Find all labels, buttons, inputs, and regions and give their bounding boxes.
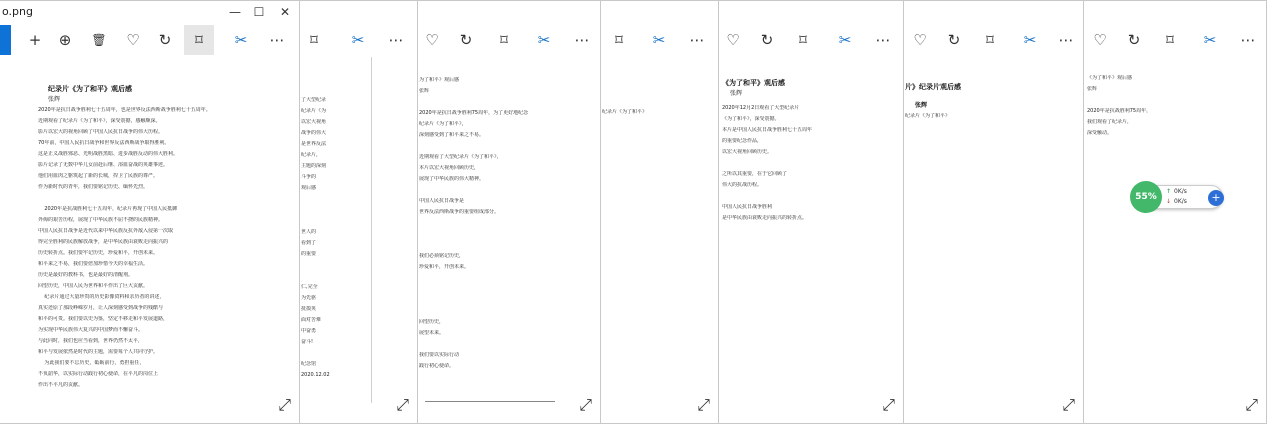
photo-viewer-window-4[interactable]	[599, 0, 719, 424]
document-image	[4, 59, 295, 399]
favorite-icon[interactable]: ♡	[425, 31, 439, 49]
more-icon[interactable]: ⋯	[388, 31, 404, 49]
text-line: 这是正义战胜邪恶、光明战胜黑暗、进步战胜反动的伟大胜利。	[38, 151, 179, 157]
text-line: 作出不平凡的贡献。	[38, 382, 84, 388]
toolbar	[417, 25, 600, 55]
toolbar	[0, 25, 299, 55]
text-line: 2020年是抗日战争胜利七十五周年，也是世界反法西斯战争胜利七十五周年。	[38, 107, 211, 113]
doc-title: 片》纪录片观后感	[905, 83, 961, 91]
crop-icon[interactable]: ⌑	[184, 25, 214, 55]
text-line: 为此我们要不忘历史，砥砺前行，勇担重任，	[38, 360, 145, 366]
text-line: 奋斗!	[301, 339, 314, 345]
text-line: 外侮的艰苦历程，展现了中华民族不屈不挠的民族精神。	[38, 217, 164, 223]
text-line: 2020年是抗日战争胜利75周年，为了更好地纪念	[419, 110, 529, 116]
edit-icon[interactable]: ✂	[838, 31, 852, 49]
expand-icon[interactable]: ⤢	[882, 395, 895, 414]
toolbar	[1083, 25, 1266, 55]
text-line: 历史转折点。我们要牢记历史，珍爱和平，开创未来。	[38, 250, 159, 256]
favorite-icon[interactable]: ♡	[726, 31, 740, 49]
upload-speed: 0K/s	[1174, 188, 1187, 195]
text-line: 抚摸英	[301, 306, 317, 312]
download-speed: 0K/s	[1174, 198, 1187, 205]
text-line: 主题的深刻	[301, 163, 327, 169]
text-line: 纪念馆	[301, 361, 317, 367]
zoom-icon[interactable]: ⊕	[58, 31, 72, 49]
doc-author: 张辉	[48, 96, 61, 103]
text-line: 珍爱和平，开创未来。	[419, 264, 470, 270]
text-line: 是世界反法	[301, 141, 327, 147]
crop-icon[interactable]: ⌑	[615, 31, 623, 49]
text-line: 以宏大视角回顾历史。	[722, 149, 773, 155]
more-icon[interactable]: ⋯	[1240, 31, 1256, 49]
close-button[interactable]: ✕	[279, 5, 291, 19]
toolbar	[718, 25, 903, 55]
text-line: 中国人民抗日战争是	[419, 198, 465, 204]
toolbar	[299, 25, 417, 55]
favorite-icon[interactable]: ♡	[126, 31, 140, 49]
text-line: 2020年是抗战胜利75周年，	[1087, 108, 1152, 114]
text-line: 作为新时代的青年，我们要铭记历史、缅怀先烈。	[38, 184, 149, 190]
expand-icon[interactable]: ⤢	[1062, 395, 1075, 414]
upload-arrow-icon: ↑	[1166, 188, 1172, 195]
toolbar	[600, 25, 718, 55]
text-line: 和平与发展依然是时代的主题，需要每个人共同守护。	[38, 349, 159, 355]
expand-icon[interactable]: ⤢	[579, 395, 592, 414]
text-line: 的重要	[301, 251, 317, 257]
edit-icon[interactable]: ✂	[1203, 31, 1217, 49]
text-line: 展现了中华民族的伟大精神。	[419, 176, 485, 182]
crop-icon[interactable]: ⌑	[310, 31, 318, 49]
add-icon[interactable]: +	[28, 31, 42, 49]
expand-icon[interactable]: ⤢	[1245, 395, 1258, 414]
text-line: 为实现中华民族伟大复兴的中国梦而不懈奋斗。	[38, 327, 144, 333]
rotate-icon[interactable]: ↻	[1127, 31, 1141, 49]
text-line: 世界反法西斯战争的重要组成部分。	[419, 209, 500, 215]
text-line: 不负韶华，以实际行动践行初心使命，在平凡的岗位上	[38, 371, 159, 377]
text-line: 2020年12月2日观看了大型纪录片	[722, 105, 800, 111]
photo-viewer-window-6[interactable]	[902, 0, 1084, 424]
photo-viewer-window-3[interactable]	[416, 0, 601, 424]
text-line: 纪录片《为	[301, 108, 327, 114]
photo-viewer-window-7[interactable]	[1082, 0, 1267, 424]
text-line: 展望未来。	[419, 330, 445, 336]
edit-icon[interactable]: ✂	[1023, 31, 1037, 49]
usage-percent-badge: 55%	[1130, 181, 1162, 213]
text-line: 2020年是抗战胜利七十五周年，纪录片再现了中国人民抵御	[38, 206, 178, 212]
text-line: 真实还原了那段峥嵘岁月，让人深刻感受到战争的残酷与	[38, 305, 164, 311]
text-line: 回望历史，	[419, 319, 445, 325]
title-bar	[0, 1, 299, 23]
text-line: 我们要以实际行动	[419, 352, 460, 358]
text-line: 为先驱	[301, 295, 317, 301]
text-line: 《为了和平》观后感	[1087, 75, 1133, 81]
text-line: 纪录片通过大量珍贵的历史影像资料和亲历者的讲述，	[38, 294, 165, 300]
page-edge	[371, 57, 372, 403]
text-line: 本片以宏大视角回顾历史，	[419, 165, 480, 171]
text-line: 伟大的抗战历程。	[722, 182, 763, 188]
more-icon[interactable]: ⋯	[875, 31, 891, 49]
page-edge	[425, 401, 555, 402]
maximize-button[interactable]: ☐	[253, 5, 265, 19]
more-icon[interactable]: ⋯	[1058, 31, 1074, 49]
text-line: 纪录片《为了和平》	[602, 109, 648, 115]
text-line: 为了和平》观后感	[419, 77, 460, 83]
doc-title: 《为了和平》观后感	[722, 79, 785, 87]
edit-icon[interactable]: ✂	[652, 31, 666, 49]
favorite-icon[interactable]: ♡	[913, 31, 927, 49]
rotate-icon[interactable]: ↻	[760, 31, 774, 49]
delete-icon[interactable]: 🗑	[91, 33, 107, 47]
text-line: 张辉	[1087, 86, 1098, 92]
text-line: 以宏大视角	[301, 119, 327, 125]
text-line: 面对苦难	[301, 317, 322, 323]
text-line: 近期观看了纪录片《为了和平》，深受震撼，感触颇深。	[38, 118, 161, 124]
doc-author: 张辉	[915, 102, 928, 109]
text-line: 我们必须铭记历史，	[419, 253, 465, 259]
text-line: 深刻感受到了和平来之不易。	[419, 132, 485, 138]
text-line: 和平来之不易，我们要倍加珍惜今天的幸福生活。	[38, 261, 149, 267]
text-line: 我们观看了纪录片，	[1087, 119, 1133, 125]
text-line: 世人的	[301, 229, 317, 235]
text-line: 纪录片，	[301, 152, 322, 158]
text-line: 中奋勇	[301, 328, 317, 334]
text-line: 是中华民族由衰败走向振兴的转折点。	[722, 215, 808, 221]
crop-icon[interactable]: ⌑	[1166, 31, 1174, 49]
favorite-icon[interactable]: ♡	[1093, 31, 1107, 49]
text-line: 与此同时，我们也应当看到，世界仍然不太平，	[38, 338, 144, 344]
text-line: 得完全胜利的民族解放战争，是中华民族由衰败走向振兴的	[38, 239, 169, 245]
download-arrow-icon: ↓	[1166, 198, 1172, 205]
minimize-button[interactable]: —	[229, 5, 241, 19]
crop-icon[interactable]: ⌑	[799, 31, 807, 49]
text-line: 70年前，中国人民抗日战争和世界反法西斯战争取得胜利。	[38, 140, 170, 146]
crop-icon[interactable]: ⌑	[986, 31, 994, 49]
rotate-icon[interactable]: ↻	[947, 31, 961, 49]
photo-viewer-window-5[interactable]	[717, 0, 904, 424]
text-line: 和平的可贵。我们要以史为鉴，坚定不移走和平发展道路，	[38, 316, 169, 322]
text-line: 看到了	[301, 240, 317, 246]
window-title: o.png	[2, 5, 33, 18]
text-line: 影片以宏大的视角回顾了中国人民抗日战争的伟大历程。	[38, 129, 164, 135]
text-line: 斗争的	[301, 174, 317, 180]
text-line: 的重要纪念作品，	[722, 138, 763, 144]
text-line: 回望历史，中国人民为世界和平作出了巨大贡献。	[38, 283, 149, 289]
text-line: 践行初心使命。	[419, 363, 455, 369]
text-line: 纪录片《为了和平》，	[419, 121, 467, 127]
text-line: 历史是最好的教科书，也是最好的清醒剂。	[38, 272, 134, 278]
rotate-icon[interactable]: ↻	[158, 31, 172, 49]
text-line: 观后感	[301, 185, 317, 191]
rotate-icon[interactable]: ↻	[459, 31, 473, 49]
doc-title: 纪录片《为了和平》观后感	[48, 85, 132, 93]
expand-icon[interactable]: ⤢	[278, 395, 291, 414]
edit-icon[interactable]: ✂	[351, 31, 365, 49]
toolbar	[903, 25, 1083, 55]
text-line: 近期观看了大型纪录片《为了和平》，	[419, 154, 502, 160]
text-line: 影片记录了无数中华儿女前赴后继、浴血奋战的英雄事迹。	[38, 162, 169, 168]
photo-viewer-window-2[interactable]	[298, 0, 418, 424]
text-line: 中国人民抗日战争是近代以来中华民族反抗外敌入侵第一次取	[38, 228, 174, 234]
photo-viewer-window-1[interactable]	[0, 0, 300, 424]
text-line: 之所以其重要，在于它回顾了	[722, 171, 788, 177]
text-line: 2020.12.02	[301, 372, 330, 378]
text-line: 他们用血肉之躯筑起了新的长城，捍卫了民族的尊严。	[38, 173, 159, 179]
edit-icon[interactable]: ✂	[537, 31, 551, 49]
text-line: 战争的伟大	[301, 130, 327, 136]
text-line: 本片是中国人民抗日战争胜利七十五周年	[722, 127, 813, 133]
doc-author: 张辉	[730, 90, 743, 97]
text-line: 《为了和平》，深受震撼。	[722, 116, 780, 122]
text-line: 了大型纪录	[301, 97, 327, 103]
expand-icon[interactable]: ⤢	[396, 395, 409, 414]
text-line: 中国人民抗日战争胜利	[722, 204, 773, 210]
add-icon[interactable]: +	[1208, 190, 1224, 206]
text-line: 张辉	[419, 88, 430, 94]
more-icon[interactable]: ⋯	[574, 31, 590, 49]
text-line: 深受触动。	[1087, 130, 1113, 136]
more-icon[interactable]: ⋯	[269, 31, 285, 49]
more-icon[interactable]: ⋯	[689, 31, 705, 49]
text-line: 纪录片《为了和平》	[905, 113, 951, 119]
text-line: 仁,完全	[301, 284, 318, 290]
edit-icon[interactable]: ✂	[234, 31, 248, 49]
expand-icon[interactable]: ⤢	[697, 395, 710, 414]
network-speed-widget[interactable]	[1133, 185, 1223, 209]
crop-icon[interactable]: ⌑	[500, 31, 508, 49]
